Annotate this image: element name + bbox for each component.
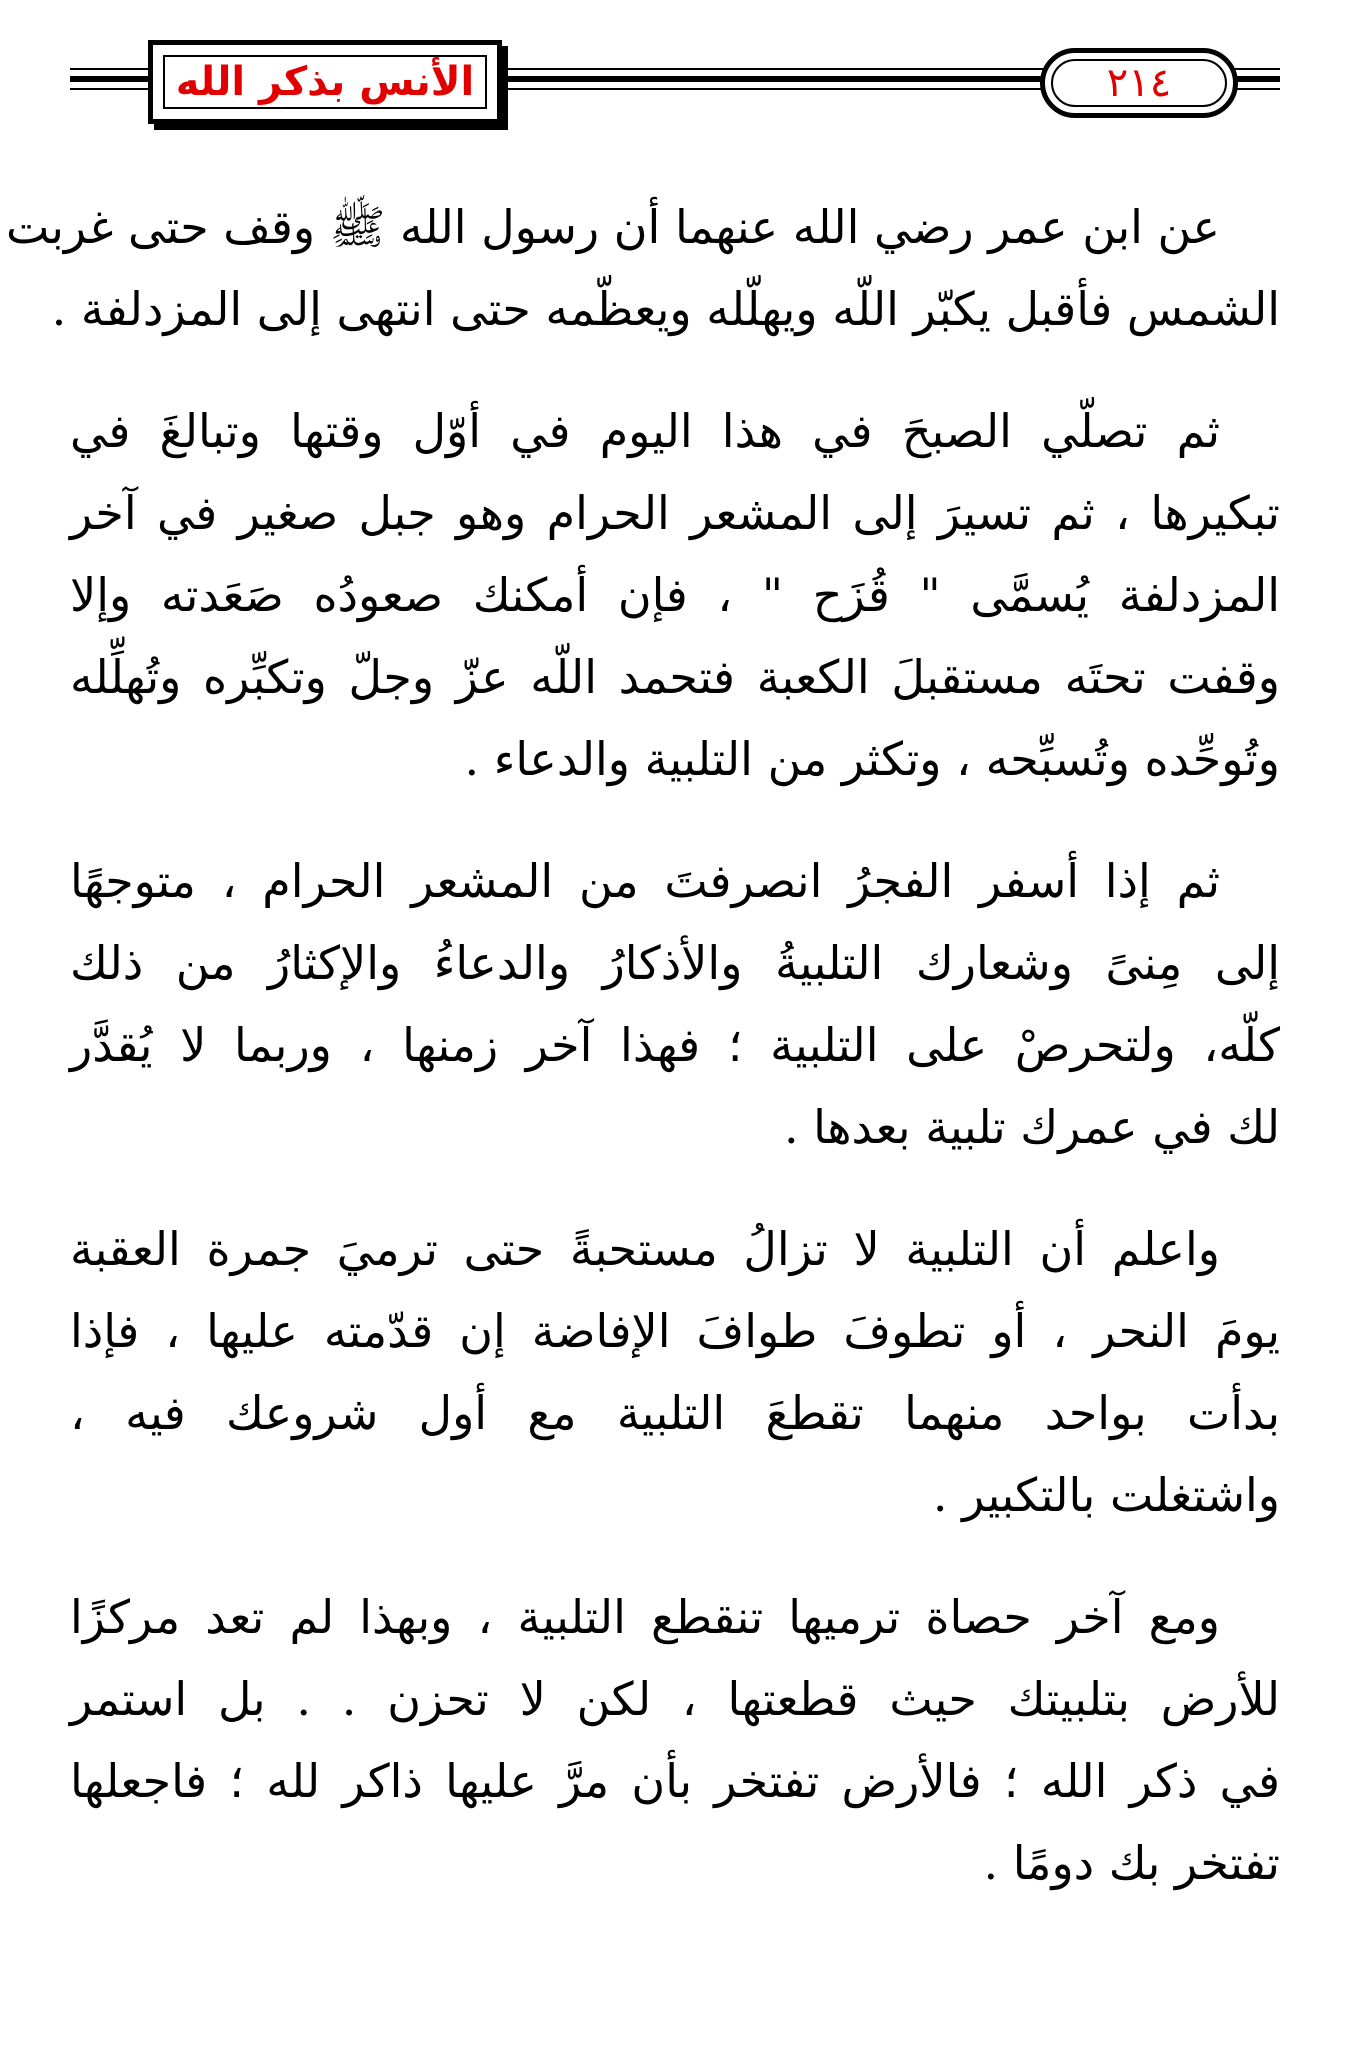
paragraph-3: [70, 840, 1280, 1168]
text-line: الشمس فأقبل يكبّر اللّه ويهلّله ويعظّمه حتى انتهى إلى المزدلفة .: [51, 282, 1280, 336]
text-line: يومَ النحر ، أو تطوفَ طوافَ الإفاضة إن قدّمته عليها ، فإذا: [70, 1304, 1280, 1358]
text-line: تفتخر بك دومًا .: [983, 1836, 1280, 1890]
paragraph-4: [70, 1208, 1280, 1536]
page-content: [5, 186, 1281, 1944]
text-line: ثم إذا أسفر الفجرُ انصرفتَ من المشعر الحرام ، متوجهًا: [70, 854, 1220, 908]
text-line: كلّه، ولتحرصْ على التلبية ؛ فهذا آخر زمنها ، وربما لا يُقدَّر: [70, 1018, 1281, 1072]
page-number-badge: [1040, 48, 1238, 118]
paragraph-2: [70, 390, 1280, 800]
page-header: [70, 38, 1280, 130]
text-line: تبكيرها ، ثم تسيرَ إلى المشعر الحرام وهو جبل صغير في آخر: [70, 486, 1280, 540]
text-line: وتُوحِّده وتُسبِّحه ، وتكثر من التلبية والدعاء .: [464, 732, 1280, 786]
text-line: بدأت بواحد منهما تقطعَ التلبية مع أول شروعك فيه ،: [70, 1386, 1280, 1440]
text-line: واشتغلت بالتكبير .: [932, 1468, 1280, 1522]
text-line: للأرض بتلبيتك حيث قطعتها ، لكن لا تحزن . . بل استمر: [70, 1672, 1280, 1726]
text-line: في ذكر الله ؛ فالأرض تفتخر بأن مرَّ عليها ذاكر لله ؛ فاجعلها: [70, 1754, 1280, 1808]
text-line: ومع آخر حصاة ترميها تنقطع التلبية ، وبهذا لم تعد مركزًا: [70, 1590, 1220, 1644]
page-number: ٢١٤: [1106, 60, 1172, 106]
paragraph-5: [70, 1576, 1280, 1904]
text-line: إلى مِنىً وشعارك التلبيةُ والأذكارُ والدعاءُ والإكثارُ من ذلك: [70, 936, 1280, 990]
book-title-inner-frame: [163, 55, 487, 109]
text-line: المزدلفة يُسمَّى " قُزَح " ، فإن أمكنك صعودُه صَعَدته وإلا: [70, 568, 1280, 622]
text-line: عن ابن عمر رضي الله عنهما أن رسول الله ﷺ وقف حتى غربت: [5, 200, 1220, 254]
text-line: واعلم أن التلبية لا تزالُ مستحبةً حتى ترميَ جمرة العقبة: [70, 1222, 1220, 1276]
book-title: الأنس بذكر الله: [175, 59, 475, 105]
paragraph-1: [5, 186, 1280, 350]
text-line: وقفت تحتَه مستقبلَ الكعبة فتحمد اللّه عزّ وجلّ وتكبِّره وتُهلِّله: [70, 650, 1280, 704]
text-line: ثم تصلّي الصبحَ في هذا اليوم في أوّل وقتها وتبالغَ في: [70, 404, 1220, 458]
text-line: لك في عمرك تلبية بعدها .: [783, 1100, 1280, 1154]
book-title-frame: [148, 40, 502, 124]
